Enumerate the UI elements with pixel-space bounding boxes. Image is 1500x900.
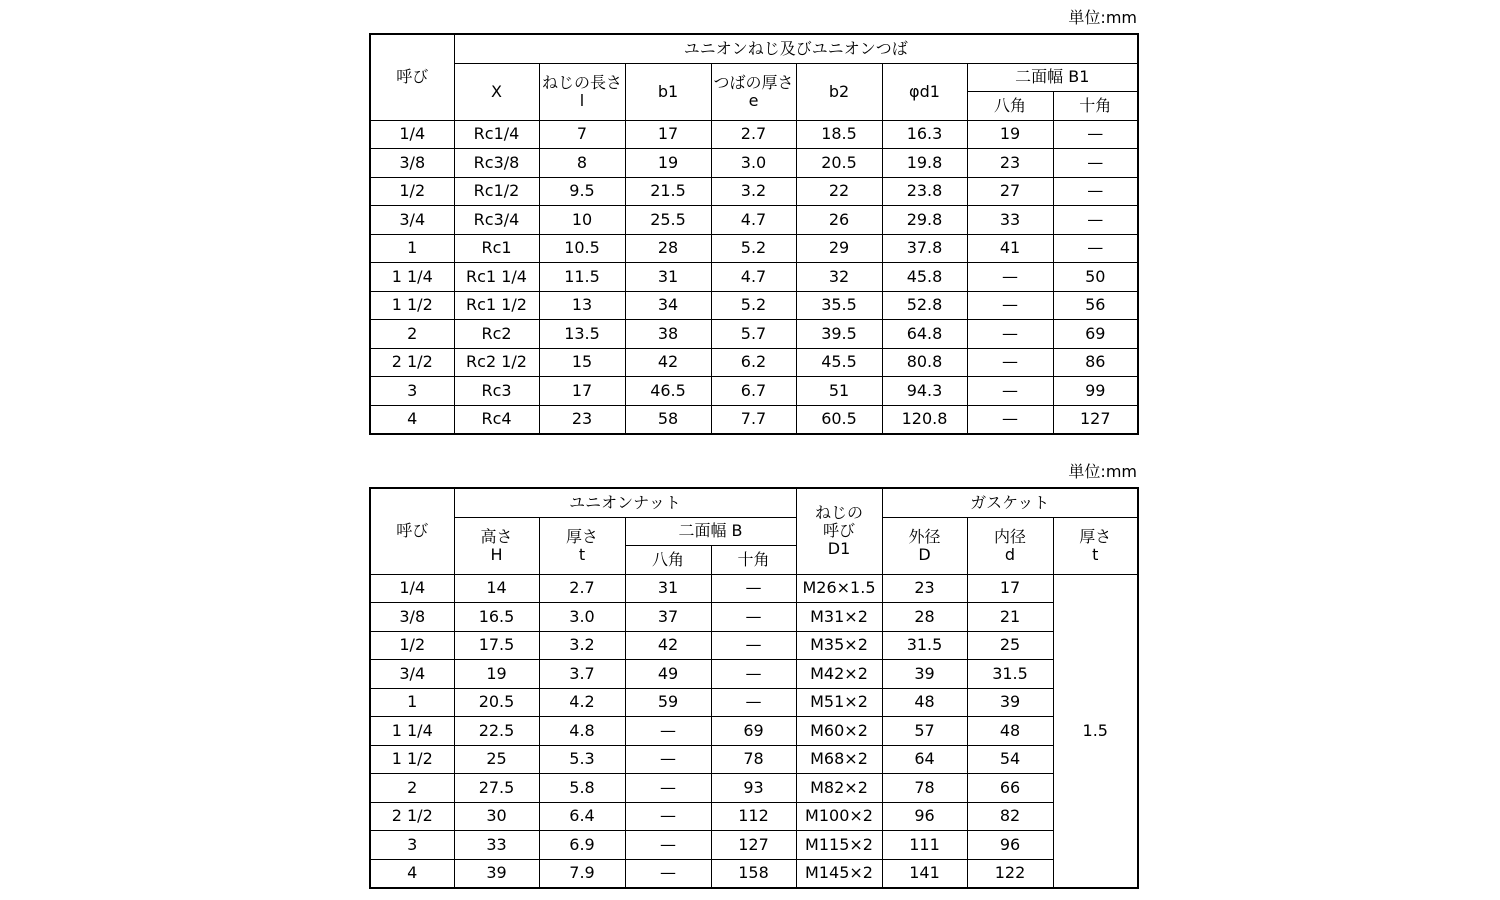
table-row <box>370 348 1138 377</box>
table-row <box>370 177 1138 206</box>
table2-header <box>370 488 1138 574</box>
table-cell: Rc4 <box>454 405 539 434</box>
table-cell: 45.5 <box>796 348 882 377</box>
table-cell: — <box>1053 149 1138 178</box>
header-thread-length: ねじの長さ l <box>539 63 625 120</box>
table-cell: 94.3 <box>882 377 967 406</box>
table-cell: 96 <box>967 831 1053 860</box>
table-cell: 33 <box>454 831 539 860</box>
table-cell: 4.2 <box>539 688 625 717</box>
table-cell: 86 <box>1053 348 1138 377</box>
table-cell: — <box>967 320 1053 349</box>
table-cell: — <box>625 831 711 860</box>
table-cell: M26×1.5 <box>796 574 882 603</box>
table-cell: 41 <box>967 234 1053 263</box>
table-cell: — <box>625 717 711 746</box>
header-yobi: 呼び <box>370 488 454 574</box>
table-cell: 1/4 <box>370 120 454 149</box>
table-cell: Rc2 <box>454 320 539 349</box>
header-d1: φd1 <box>882 63 967 120</box>
table-cell: 29.8 <box>882 206 967 235</box>
table-cell: 54 <box>967 745 1053 774</box>
table-cell: — <box>967 291 1053 320</box>
table-cell: 19 <box>625 149 711 178</box>
table-cell: 46.5 <box>625 377 711 406</box>
table-cell: 9.5 <box>539 177 625 206</box>
table-cell: 52.8 <box>882 291 967 320</box>
header-x: X <box>454 63 539 120</box>
table-cell: 39.5 <box>796 320 882 349</box>
table-cell: 112 <box>711 802 796 831</box>
table-cell: 17 <box>539 377 625 406</box>
header-octagon: 八角 <box>625 546 711 575</box>
table-cell: 2 1/2 <box>370 802 454 831</box>
table-cell: 21 <box>967 603 1053 632</box>
table-row <box>370 120 1138 149</box>
table-row <box>370 717 1138 746</box>
table-cell: 10.5 <box>539 234 625 263</box>
table-cell: 3.0 <box>711 149 796 178</box>
header-across-flats: 二面幅 B <box>625 517 796 546</box>
table-cell: M68×2 <box>796 745 882 774</box>
table-cell: M115×2 <box>796 831 882 860</box>
table-cell: M145×2 <box>796 859 882 888</box>
table-cell: 1/4 <box>370 574 454 603</box>
table-cell: 28 <box>882 603 967 632</box>
table-cell: — <box>711 574 796 603</box>
table-cell: 122 <box>967 859 1053 888</box>
table-cell: 39 <box>882 660 967 689</box>
table-cell: 8 <box>539 149 625 178</box>
table-cell: 29 <box>796 234 882 263</box>
table-cell: 37.8 <box>882 234 967 263</box>
table-cell: 3.2 <box>711 177 796 206</box>
table-cell: 7.7 <box>711 405 796 434</box>
table-cell: 13 <box>539 291 625 320</box>
table-cell: 59 <box>625 688 711 717</box>
table-cell: 18.5 <box>796 120 882 149</box>
header-group-title: ユニオンねじ及びユニオンつば <box>454 34 1138 63</box>
header-decagon: 十角 <box>711 546 796 575</box>
table-cell: 1/2 <box>370 177 454 206</box>
table-cell: 4.8 <box>539 717 625 746</box>
table-cell: 16.5 <box>454 603 539 632</box>
table-cell: 2 <box>370 320 454 349</box>
table-cell: 31.5 <box>967 660 1053 689</box>
header-b1: b1 <box>625 63 711 120</box>
table-cell: 23 <box>539 405 625 434</box>
table-cell: 78 <box>711 745 796 774</box>
table-cell: 141 <box>882 859 967 888</box>
table-cell: 42 <box>625 631 711 660</box>
table-row <box>370 774 1138 803</box>
unit-label: 単位:mm <box>1068 462 1137 481</box>
table-cell: 26 <box>796 206 882 235</box>
table-cell: — <box>1053 206 1138 235</box>
table-cell: 7 <box>539 120 625 149</box>
table-cell: 33 <box>967 206 1053 235</box>
table-row <box>370 320 1138 349</box>
table-cell: 4.7 <box>711 263 796 292</box>
table-cell: 10 <box>539 206 625 235</box>
header-union-nut: ユニオンナット <box>454 488 796 517</box>
table-cell: — <box>967 348 1053 377</box>
table-cell: 1 <box>370 234 454 263</box>
unit-label: 単位:mm <box>1068 8 1137 27</box>
table-cell: 27.5 <box>454 774 539 803</box>
header-outer-dia: 外径 D <box>882 517 967 574</box>
table-cell: 11.5 <box>539 263 625 292</box>
table-cell: 1/2 <box>370 631 454 660</box>
table-row <box>370 745 1138 774</box>
table-cell: 5.3 <box>539 745 625 774</box>
table-cell: 7.9 <box>539 859 625 888</box>
table-cell: 60.5 <box>796 405 882 434</box>
table-cell: 37 <box>625 603 711 632</box>
table-cell: 42 <box>625 348 711 377</box>
table-row <box>370 831 1138 860</box>
table-cell: 48 <box>967 717 1053 746</box>
table-cell: 49 <box>625 660 711 689</box>
table-cell: 56 <box>1053 291 1138 320</box>
table-cell: M31×2 <box>796 603 882 632</box>
table-cell: 22.5 <box>454 717 539 746</box>
table-cell: 17 <box>967 574 1053 603</box>
table-row <box>370 660 1138 689</box>
table-cell: 58 <box>625 405 711 434</box>
table-cell: 1 1/2 <box>370 291 454 320</box>
table-cell: Rc1 1/2 <box>454 291 539 320</box>
header-height: 高さ H <box>454 517 539 574</box>
table-cell: 120.8 <box>882 405 967 434</box>
table-cell: 23.8 <box>882 177 967 206</box>
table-cell: 4 <box>370 859 454 888</box>
union-nut-gasket-table <box>369 487 1139 889</box>
table-cell: — <box>625 802 711 831</box>
table-cell: 2.7 <box>711 120 796 149</box>
table-cell: 6.2 <box>711 348 796 377</box>
table-cell: 15 <box>539 348 625 377</box>
table-cell: 35.5 <box>796 291 882 320</box>
header-octagon: 八角 <box>967 92 1053 121</box>
table-cell: 19 <box>967 120 1053 149</box>
table-row <box>370 802 1138 831</box>
table-cell: — <box>711 660 796 689</box>
table-cell: 5.7 <box>711 320 796 349</box>
table-row <box>370 631 1138 660</box>
table-cell: 1 1/4 <box>370 717 454 746</box>
table-cell: 80.8 <box>882 348 967 377</box>
table-cell: 20.5 <box>796 149 882 178</box>
table-cell: — <box>711 603 796 632</box>
table-cell: Rc2 1/2 <box>454 348 539 377</box>
table-cell: 38 <box>625 320 711 349</box>
table-cell: 3.2 <box>539 631 625 660</box>
table-cell: 20.5 <box>454 688 539 717</box>
gasket-thickness-value: 1.5 <box>1053 574 1138 888</box>
table-cell: 3 <box>370 377 454 406</box>
table-cell: 3/8 <box>370 149 454 178</box>
table-cell: 2 <box>370 774 454 803</box>
table-cell: 127 <box>711 831 796 860</box>
table-cell: 3.0 <box>539 603 625 632</box>
table-cell: 16.3 <box>882 120 967 149</box>
table-cell: 48 <box>882 688 967 717</box>
union-thread-table <box>369 33 1139 435</box>
table-cell: 32 <box>796 263 882 292</box>
table-cell: — <box>625 774 711 803</box>
table-cell: 28 <box>625 234 711 263</box>
table-cell: 39 <box>454 859 539 888</box>
table-cell: 99 <box>1053 377 1138 406</box>
table-cell: 4.7 <box>711 206 796 235</box>
table-cell: Rc3/8 <box>454 149 539 178</box>
table-cell: 34 <box>625 291 711 320</box>
table-row <box>370 206 1138 235</box>
table-cell: 31.5 <box>882 631 967 660</box>
table-cell: 22 <box>796 177 882 206</box>
table-cell: M51×2 <box>796 688 882 717</box>
header-gasket: ガスケット <box>882 488 1138 517</box>
table-cell: 6.9 <box>539 831 625 860</box>
table-row <box>370 291 1138 320</box>
table-row <box>370 405 1138 434</box>
table-cell: — <box>711 631 796 660</box>
table-cell: 3 <box>370 831 454 860</box>
table-cell: Rc3 <box>454 377 539 406</box>
table-cell: M60×2 <box>796 717 882 746</box>
table-cell: — <box>1053 177 1138 206</box>
header-decagon: 十角 <box>1053 92 1138 121</box>
table-cell: M82×2 <box>796 774 882 803</box>
table-cell: Rc1 <box>454 234 539 263</box>
table-cell: 3/4 <box>370 206 454 235</box>
table-row <box>370 149 1138 178</box>
header-inner-dia: 内径 d <box>967 517 1053 574</box>
table-cell: 127 <box>1053 405 1138 434</box>
table-cell: 45.8 <box>882 263 967 292</box>
table1-body <box>370 120 1138 434</box>
table2-body <box>370 574 1138 888</box>
table-cell: 2 1/2 <box>370 348 454 377</box>
table-cell: 64.8 <box>882 320 967 349</box>
table-cell: 4 <box>370 405 454 434</box>
table-cell: Rc1 1/4 <box>454 263 539 292</box>
table-cell: 5.2 <box>711 291 796 320</box>
table-row <box>370 688 1138 717</box>
table-cell: 23 <box>882 574 967 603</box>
table-cell: 19.8 <box>882 149 967 178</box>
table-cell: 14 <box>454 574 539 603</box>
table-cell: 6.7 <box>711 377 796 406</box>
table-cell: 31 <box>625 574 711 603</box>
table-row <box>370 859 1138 888</box>
table1-header <box>370 34 1138 120</box>
table-cell: — <box>1053 120 1138 149</box>
table-cell: — <box>1053 234 1138 263</box>
table-row <box>370 234 1138 263</box>
table-cell: M100×2 <box>796 802 882 831</box>
table-cell: 3.7 <box>539 660 625 689</box>
table-cell: 3/4 <box>370 660 454 689</box>
table-cell: 57 <box>882 717 967 746</box>
table-cell: Rc3/4 <box>454 206 539 235</box>
table-cell: 2.7 <box>539 574 625 603</box>
table-cell: 25.5 <box>625 206 711 235</box>
table-cell: M35×2 <box>796 631 882 660</box>
header-yobi: 呼び <box>370 34 454 120</box>
table-row <box>370 377 1138 406</box>
table-cell: 78 <box>882 774 967 803</box>
table-cell: — <box>625 859 711 888</box>
header-b2: b2 <box>796 63 882 120</box>
header-gasket-thickness: 厚さ t <box>1053 517 1138 574</box>
table-cell: 66 <box>967 774 1053 803</box>
table-row <box>370 603 1138 632</box>
table-cell: 64 <box>882 745 967 774</box>
table-cell: 93 <box>711 774 796 803</box>
table-cell: Rc1/2 <box>454 177 539 206</box>
table-cell: — <box>711 688 796 717</box>
table-cell: 69 <box>711 717 796 746</box>
table-cell: 25 <box>967 631 1053 660</box>
table-row <box>370 574 1138 603</box>
header-thread-call: ねじの 呼び D1 <box>796 488 882 574</box>
table-cell: 17.5 <box>454 631 539 660</box>
table-cell: 17 <box>625 120 711 149</box>
table-cell: — <box>625 745 711 774</box>
table-cell: 51 <box>796 377 882 406</box>
header-flange-thickness: つばの厚さ e <box>711 63 796 120</box>
table-cell: Rc1/4 <box>454 120 539 149</box>
table-cell: 5.8 <box>539 774 625 803</box>
table-cell: — <box>967 377 1053 406</box>
table-cell: 31 <box>625 263 711 292</box>
table-row <box>370 263 1138 292</box>
table-cell: 5.2 <box>711 234 796 263</box>
table-cell: 96 <box>882 802 967 831</box>
header-across-flats: 二面幅 B1 <box>967 63 1138 92</box>
table-cell: 6.4 <box>539 802 625 831</box>
table-cell: 69 <box>1053 320 1138 349</box>
table-cell: 30 <box>454 802 539 831</box>
table-cell: 19 <box>454 660 539 689</box>
table-cell: — <box>967 405 1053 434</box>
table-cell: 13.5 <box>539 320 625 349</box>
table-cell: 23 <box>967 149 1053 178</box>
table-cell: 21.5 <box>625 177 711 206</box>
table-cell: 50 <box>1053 263 1138 292</box>
table-cell: 25 <box>454 745 539 774</box>
table-cell: 1 <box>370 688 454 717</box>
table-cell: 111 <box>882 831 967 860</box>
table-cell: 39 <box>967 688 1053 717</box>
table-cell: 82 <box>967 802 1053 831</box>
table-cell: M42×2 <box>796 660 882 689</box>
table-cell: 158 <box>711 859 796 888</box>
table-cell: 1 1/2 <box>370 745 454 774</box>
table-cell: 27 <box>967 177 1053 206</box>
table-cell: — <box>967 263 1053 292</box>
header-thickness: 厚さ t <box>539 517 625 574</box>
table-cell: 1 1/4 <box>370 263 454 292</box>
table-cell: 3/8 <box>370 603 454 632</box>
